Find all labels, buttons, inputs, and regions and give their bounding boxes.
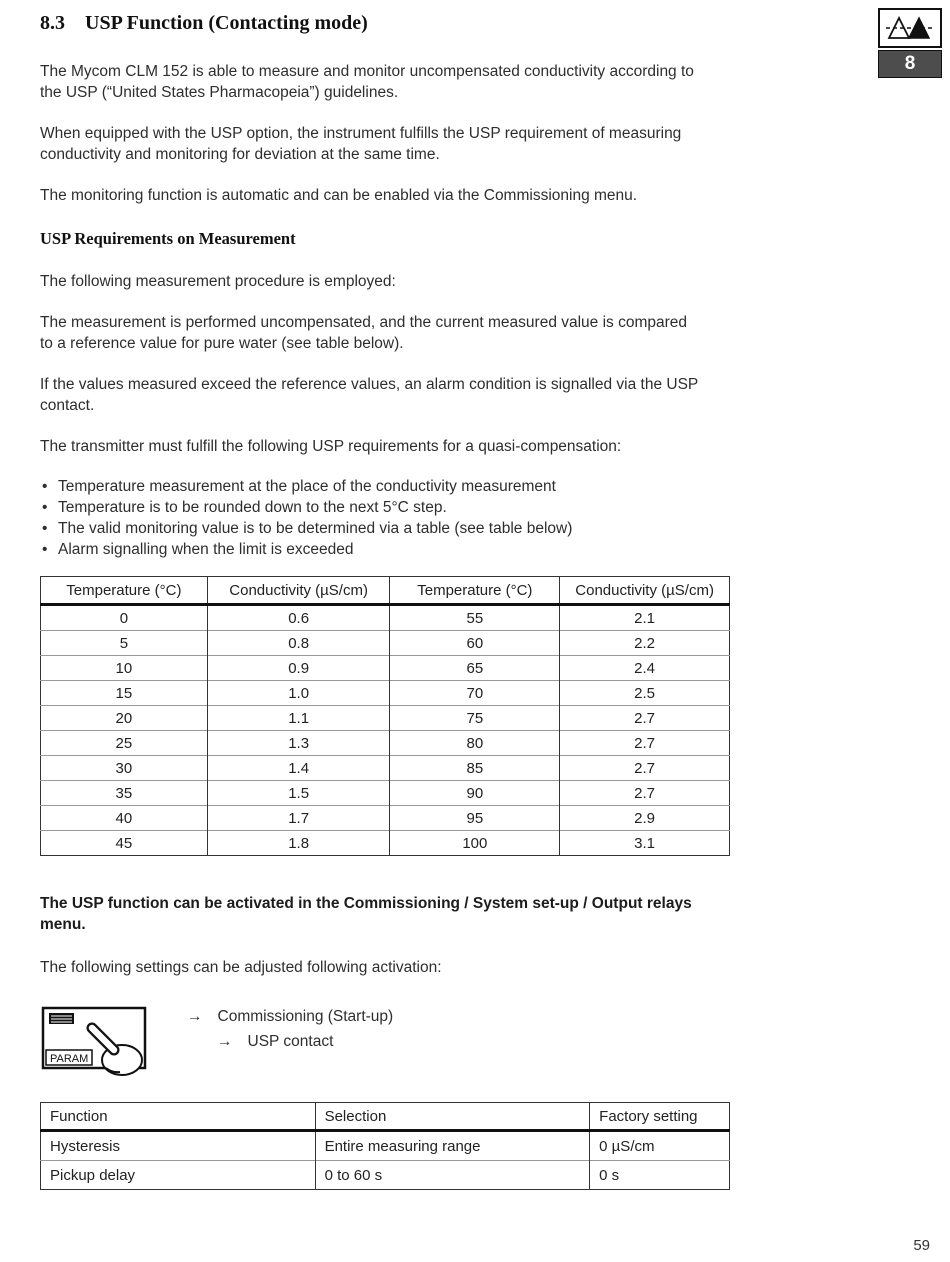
table-cell: 1.7	[207, 806, 390, 831]
menu-path-line	[217, 1033, 393, 1051]
table-cell: 2.1	[560, 605, 730, 631]
paragraph: The following measurement procedure is employed:	[40, 273, 396, 290]
param-key-icon	[40, 1002, 165, 1086]
table-row	[41, 605, 730, 631]
table-row	[41, 781, 730, 806]
column-header: Selection	[315, 1103, 590, 1131]
param-navigation	[40, 1002, 910, 1086]
chapter-number-badge: 8	[878, 50, 942, 78]
paragraph: If the values measured exceed the reference values, an alarm condition is signalled via the USP contact.	[40, 376, 698, 414]
menu-path-line	[187, 1008, 393, 1026]
list-item: • Temperature measurement at the place of the conductivity measurement	[40, 476, 720, 497]
paragraph: The measurement is performed uncompensated, and the current measured value is compared to a reference value for pure water (see table below).	[40, 314, 688, 352]
table-cell: 75	[390, 706, 560, 731]
table-cell: 60	[390, 631, 560, 656]
table-cell: 2.2	[560, 631, 730, 656]
section-number: 8.3	[40, 12, 65, 34]
table-row	[41, 756, 730, 781]
menu-path	[187, 1002, 393, 1051]
svg-text:PARAM: PARAM	[50, 1053, 89, 1065]
table-cell: 2.7	[560, 706, 730, 731]
table-cell: 25	[41, 731, 208, 756]
measurement-curve-icon	[878, 8, 942, 48]
menu-path-label: USP contact	[247, 1033, 334, 1050]
table-cell: 30	[41, 756, 208, 781]
table-cell: 0.6	[207, 605, 390, 631]
table-cell: 95	[390, 806, 560, 831]
paragraph: The following settings can be adjusted following activation:	[40, 959, 442, 976]
table-cell: 1.8	[207, 831, 390, 856]
subsection-heading: USP Requirements on Measurement	[40, 229, 296, 248]
table-cell: Pickup delay	[41, 1161, 316, 1190]
arrow-icon: →	[187, 1008, 203, 1025]
table-cell: 1.1	[207, 706, 390, 731]
table-cell: 5	[41, 631, 208, 656]
table-row	[41, 631, 730, 656]
usp-reference-table	[40, 576, 730, 856]
table-cell: 55	[390, 605, 560, 631]
table-cell: 0 s	[590, 1161, 730, 1190]
table-row	[41, 831, 730, 856]
column-header: Function	[41, 1103, 316, 1131]
paragraph: The Mycom CLM 152 is able to measure and monitor uncompensated conductivity according to the USP (“United States Pharmacopeia”) guidelines.	[40, 63, 694, 101]
settings-table	[40, 1102, 730, 1190]
table-cell: 2.5	[560, 681, 730, 706]
arrow-icon: →	[217, 1033, 233, 1050]
table-cell: Entire measuring range	[315, 1131, 590, 1161]
table-cell: 100	[390, 831, 560, 856]
table-cell: 2.7	[560, 731, 730, 756]
table-cell: 1.5	[207, 781, 390, 806]
column-header: Conductivity (µS/cm)	[560, 577, 730, 605]
activation-note: The USP function can be activated in the Commissioning / System set-up / Output relays menu.	[40, 895, 692, 933]
table-cell: 80	[390, 731, 560, 756]
requirements-list	[40, 476, 720, 560]
table-row	[41, 806, 730, 831]
table-cell: 65	[390, 656, 560, 681]
section-title: USP Function (Contacting mode)	[85, 12, 368, 34]
column-header: Temperature (°C)	[390, 577, 560, 605]
table-row	[41, 681, 730, 706]
table-cell: 20	[41, 706, 208, 731]
table-cell: 90	[390, 781, 560, 806]
table-cell: 10	[41, 656, 208, 681]
table-cell: 70	[390, 681, 560, 706]
table-cell: 1.4	[207, 756, 390, 781]
paragraph: When equipped with the USP option, the instrument fulfills the USP requirement of measuring conductivity and monitoring for deviation at the same time.	[40, 125, 682, 163]
table-cell: 0 µS/cm	[590, 1131, 730, 1161]
table-row	[41, 1131, 730, 1161]
paragraph: The transmitter must fulfill the following USP requirements for a quasi-compensation:	[40, 438, 622, 455]
section-heading	[40, 12, 910, 35]
page-number: 59	[913, 1237, 930, 1254]
table-row	[41, 731, 730, 756]
column-header: Factory setting	[590, 1103, 730, 1131]
table-cell: 45	[41, 831, 208, 856]
column-header: Conductivity (µS/cm)	[207, 577, 390, 605]
paragraph: The monitoring function is automatic and can be enabled via the Commissioning menu.	[40, 187, 638, 204]
column-header: Temperature (°C)	[41, 577, 208, 605]
table-cell: 35	[41, 781, 208, 806]
table-header-row	[41, 577, 730, 605]
table-cell: 3.1	[560, 831, 730, 856]
table-cell: 85	[390, 756, 560, 781]
list-item: • Temperature is to be rounded down to the next 5°C step.	[40, 497, 720, 518]
table-cell: 1.3	[207, 731, 390, 756]
table-cell: 0.9	[207, 656, 390, 681]
table-row	[41, 656, 730, 681]
table-cell: 2.4	[560, 656, 730, 681]
table-cell: 1.0	[207, 681, 390, 706]
table-cell: 15	[41, 681, 208, 706]
table-cell: 0	[119, 609, 129, 627]
table-cell: 2.7	[560, 781, 730, 806]
list-item: • The valid monitoring value is to be determined via a table (see table below)	[40, 518, 720, 539]
table-cell: 40	[41, 806, 208, 831]
table-cell: 2.9	[560, 806, 730, 831]
table-row	[41, 1161, 730, 1190]
table-cell: Hysteresis	[50, 1137, 121, 1155]
table-row	[41, 706, 730, 731]
list-item: • Alarm signalling when the limit is exceeded	[40, 539, 720, 560]
table-cell: 2.7	[560, 756, 730, 781]
table-cell: 0.8	[207, 631, 390, 656]
chapter-thumb	[878, 8, 942, 78]
table-cell: 0 to 60 s	[315, 1161, 590, 1190]
menu-path-label: Commissioning (Start-up)	[217, 1008, 394, 1025]
table-header-row	[41, 1103, 730, 1131]
